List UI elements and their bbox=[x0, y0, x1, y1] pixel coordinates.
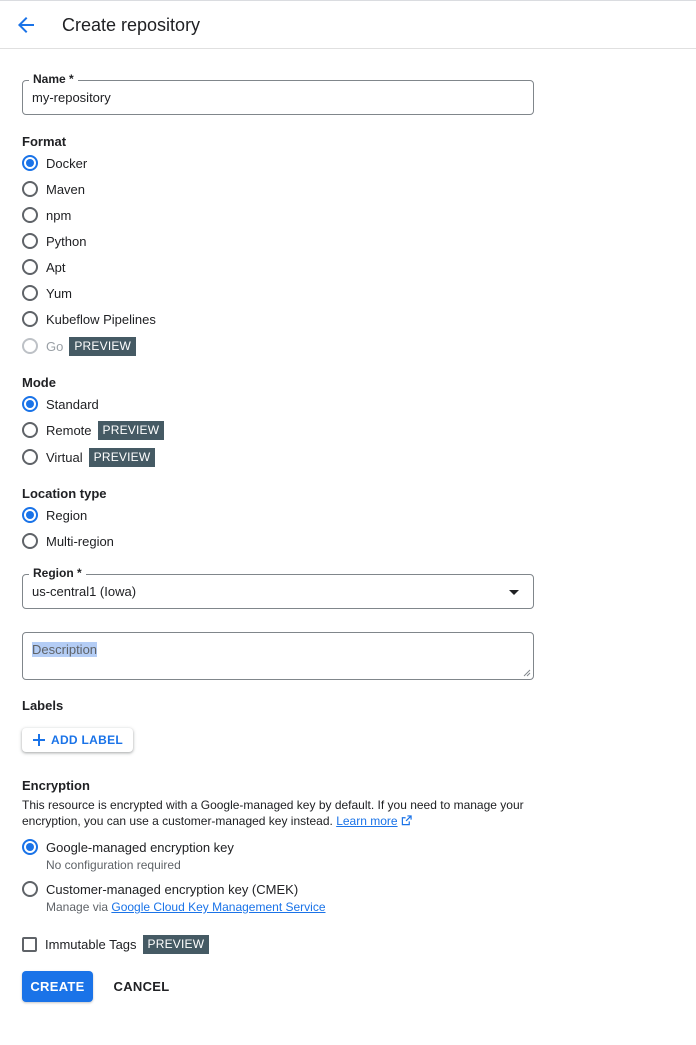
radio-unchecked-icon[interactable] bbox=[22, 181, 38, 197]
kms-link[interactable]: Google Cloud Key Management Service bbox=[111, 900, 326, 914]
mode-option-remote[interactable] bbox=[22, 420, 164, 440]
radio-label: Virtual bbox=[46, 449, 83, 465]
format-option-go bbox=[22, 336, 136, 356]
learn-more-link[interactable]: Learn more bbox=[336, 814, 398, 828]
format-title: Format bbox=[22, 134, 67, 149]
radio-unchecked-icon[interactable] bbox=[22, 449, 38, 465]
create-button[interactable]: CREATE bbox=[22, 971, 93, 1002]
format-option-kubeflow[interactable] bbox=[22, 309, 156, 329]
add-label-text: ADD LABEL bbox=[51, 733, 124, 747]
radio-unchecked-icon[interactable] bbox=[22, 422, 38, 438]
radio-label: Google-managed encryption key bbox=[46, 839, 234, 855]
radio-checked-icon[interactable] bbox=[22, 155, 38, 171]
name-field-label: Name * bbox=[29, 72, 78, 86]
location-type-title: Location type bbox=[22, 486, 107, 501]
radio-checked-icon[interactable] bbox=[22, 839, 38, 855]
cancel-button[interactable]: CANCEL bbox=[113, 979, 170, 994]
preview-badge: PREVIEW bbox=[89, 448, 156, 467]
format-option-docker[interactable] bbox=[22, 153, 87, 173]
radio-unchecked-icon[interactable] bbox=[22, 533, 38, 549]
mode-option-virtual[interactable] bbox=[22, 447, 155, 467]
radio-label: Docker bbox=[46, 155, 88, 171]
radio-label: Customer-managed encryption key (CMEK) bbox=[46, 881, 299, 897]
encryption-description-text: This resource is encrypted with a Google-managed key by default. If you need to manage your encryption, you can use a customer-managed key instead. bbox=[22, 798, 524, 828]
mode-option-standard[interactable] bbox=[22, 394, 99, 414]
encryption-option-cmek[interactable] bbox=[22, 879, 298, 899]
encryption-description bbox=[22, 797, 542, 829]
google-managed-subtext: No configuration required bbox=[46, 858, 181, 872]
preview-badge: PREVIEW bbox=[143, 935, 210, 954]
name-field[interactable] bbox=[22, 72, 534, 115]
format-option-yum[interactable] bbox=[22, 283, 72, 303]
cmek-subtext-prefix: Manage via bbox=[46, 900, 112, 914]
labels-title: Labels bbox=[22, 698, 64, 713]
radio-label: Yum bbox=[46, 285, 73, 301]
radio-unchecked-icon[interactable] bbox=[22, 259, 38, 275]
external-link-icon bbox=[401, 815, 412, 826]
radio-checked-icon[interactable] bbox=[22, 507, 38, 523]
radio-label: Apt bbox=[46, 259, 66, 275]
preview-badge: PREVIEW bbox=[69, 337, 136, 356]
radio-label: Kubeflow Pipelines bbox=[46, 311, 156, 327]
radio-unchecked-icon[interactable] bbox=[22, 233, 38, 249]
radio-disabled-icon bbox=[22, 338, 38, 354]
region-select[interactable] bbox=[22, 566, 534, 609]
format-option-python[interactable] bbox=[22, 231, 86, 251]
preview-badge: PREVIEW bbox=[98, 421, 165, 440]
radio-label: Maven bbox=[46, 181, 86, 197]
dropdown-arrow-icon[interactable] bbox=[509, 590, 519, 595]
encryption-option-google-managed[interactable] bbox=[22, 837, 234, 857]
format-option-apt[interactable] bbox=[22, 257, 66, 277]
radio-label: Remote bbox=[46, 422, 92, 438]
description-textarea[interactable] bbox=[22, 632, 534, 680]
back-button[interactable] bbox=[14, 13, 38, 37]
radio-label: Go bbox=[46, 338, 64, 354]
radio-label: Standard bbox=[46, 396, 99, 412]
radio-label: Multi-region bbox=[46, 533, 114, 549]
mode-title: Mode bbox=[22, 375, 56, 390]
location-option-region[interactable] bbox=[22, 505, 87, 525]
format-option-maven[interactable] bbox=[22, 179, 85, 199]
radio-unchecked-icon[interactable] bbox=[22, 285, 38, 301]
radio-unchecked-icon[interactable] bbox=[22, 207, 38, 223]
region-select-value: us-central1 (Iowa) bbox=[32, 584, 137, 599]
name-field-value[interactable]: my-repository bbox=[32, 90, 111, 105]
description-placeholder: Description bbox=[32, 642, 98, 657]
location-option-multi-region[interactable] bbox=[22, 531, 114, 551]
radio-checked-icon[interactable] bbox=[22, 396, 38, 412]
plus-icon bbox=[32, 733, 46, 747]
cmek-subtext bbox=[46, 900, 326, 914]
resize-grip-icon[interactable] bbox=[523, 669, 531, 677]
format-option-npm[interactable] bbox=[22, 205, 71, 225]
page-title: Create repository bbox=[62, 15, 201, 35]
immutable-tags-label: Immutable Tags bbox=[45, 936, 137, 952]
arrow-back-icon bbox=[14, 13, 38, 37]
checkbox-unchecked-icon[interactable] bbox=[22, 937, 37, 952]
radio-label: Region bbox=[46, 507, 88, 523]
immutable-tags-checkbox-row[interactable] bbox=[22, 934, 209, 954]
radio-unchecked-icon[interactable] bbox=[22, 881, 38, 897]
page-header bbox=[0, 0, 696, 49]
region-select-label: Region * bbox=[29, 566, 86, 580]
radio-unchecked-icon[interactable] bbox=[22, 311, 38, 327]
encryption-title: Encryption bbox=[22, 778, 90, 793]
radio-label: Python bbox=[46, 233, 87, 249]
radio-label: npm bbox=[46, 207, 72, 223]
add-label-button[interactable] bbox=[22, 728, 133, 752]
